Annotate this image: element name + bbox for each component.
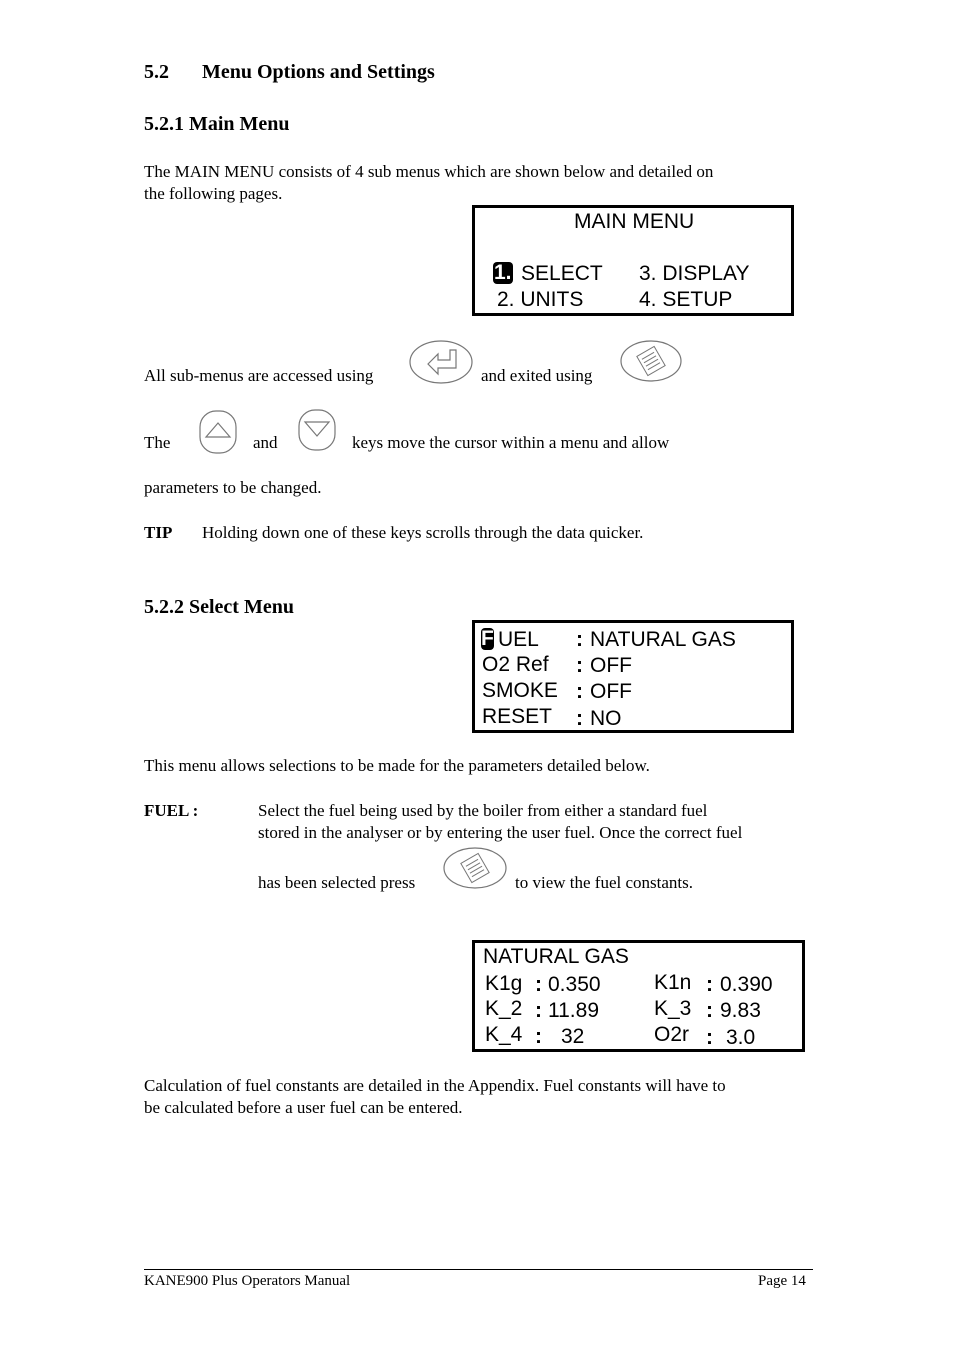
select-row-sep: : [576, 680, 583, 703]
main-menu-item-units: 2. UNITS [497, 288, 584, 311]
fuel-constants-title: NATURAL GAS [483, 945, 629, 968]
constant-sep: : [706, 1026, 713, 1049]
select-row-value: OFF [590, 680, 632, 703]
footer-manual-title: KANE900 Plus Operators Manual [144, 1273, 351, 1289]
footer-rule [144, 1269, 813, 1270]
main-menu-item-setup: 4. SETUP [639, 288, 733, 311]
constant-label: K_4 [485, 1023, 523, 1046]
constant-sep: : [535, 1025, 542, 1048]
tip-text: Holding down one of these keys scrolls through the data quicker. [202, 523, 644, 542]
constant-value: 9.83 [720, 999, 761, 1022]
keys-text-the: The [144, 433, 171, 452]
select-row-label: O2 Ref [482, 653, 549, 676]
calculation-text-line-1: Calculation of fuel constants are detailed in the Appendix. Fuel constants will have to [144, 1076, 726, 1095]
section-number: 5.2 [144, 61, 169, 83]
main-menu-intro-line-2: the following pages. [144, 184, 283, 203]
fuel-label: FUEL : [144, 801, 199, 820]
constant-sep: : [706, 999, 713, 1022]
select-row-value: OFF [590, 654, 632, 677]
calculation-text-line-2: be calculated before a user fuel can be entered. [144, 1098, 463, 1117]
up-key-icon [198, 409, 238, 455]
select-menu-description: This menu allows selections to be made for the parameters detailed below. [144, 756, 650, 775]
select-row-label: RESET [482, 705, 553, 728]
constant-value: 0.390 [720, 973, 773, 996]
keys-text-and: and [253, 433, 278, 452]
main-menu-display [472, 205, 794, 316]
constant-label: K1g [485, 972, 523, 995]
constant-sep: : [706, 973, 713, 996]
fuel-text-line-1: Select the fuel being used by the boiler from either a standard fuel [258, 801, 708, 820]
constant-label: O2r [654, 1023, 690, 1046]
select-row-label: SMOKE [482, 679, 558, 702]
constant-value: 11.89 [548, 999, 599, 1022]
menu-key-icon [442, 845, 508, 891]
tip-label: TIP [144, 523, 173, 542]
select-cursor: F [481, 627, 494, 650]
select-row-label: UEL [498, 628, 539, 651]
select-row-value: NO [590, 707, 622, 730]
main-menu-title: MAIN MENU [574, 210, 695, 233]
subsection-main-menu-heading: 5.2.1 Main Menu [144, 113, 290, 135]
main-menu-cursor: 1. [494, 261, 512, 284]
constant-sep: : [535, 973, 542, 996]
keys-text-rest: keys move the cursor within a menu and allow [352, 433, 670, 452]
constant-label: K1n [654, 971, 692, 994]
select-row-sep: : [576, 628, 583, 651]
keys-text-line-2: parameters to be changed. [144, 478, 322, 497]
access-text-1: All sub-menus are accessed using [144, 366, 374, 385]
main-menu-intro-line-1: The MAIN MENU consists of 4 sub menus which are shown below and detailed on [144, 162, 714, 181]
constant-label: K_3 [654, 997, 692, 1020]
main-menu-item-select: SELECT [521, 262, 603, 285]
footer-page-number: Page 14 [758, 1273, 806, 1289]
constant-sep: : [535, 999, 542, 1022]
constant-value: 32 [561, 1025, 585, 1048]
access-text-2: and exited using [481, 366, 593, 385]
fuel-text-line-3b: to view the fuel constants. [515, 873, 693, 892]
constant-label: K_2 [485, 997, 523, 1020]
select-menu-display [472, 620, 794, 733]
down-key-icon [297, 408, 337, 452]
subsection-select-menu-heading: 5.2.2 Select Menu [144, 596, 294, 618]
fuel-text-line-3a: has been selected press [258, 873, 416, 892]
fuel-text-line-2: stored in the analyser or by entering the user fuel. Once the correct fuel [258, 823, 743, 842]
main-menu-item-display: 3. DISPLAY [639, 262, 750, 285]
constant-value: 3.0 [726, 1026, 756, 1049]
fuel-constants-display [472, 940, 805, 1052]
select-row-value: NATURAL GAS [590, 628, 736, 651]
enter-key-icon [408, 338, 474, 386]
select-row-sep: : [576, 707, 583, 730]
menu-key-icon [619, 338, 683, 384]
select-row-sep: : [576, 654, 583, 677]
section-title: Menu Options and Settings [202, 61, 435, 83]
constant-value: 0.350 [548, 973, 601, 996]
